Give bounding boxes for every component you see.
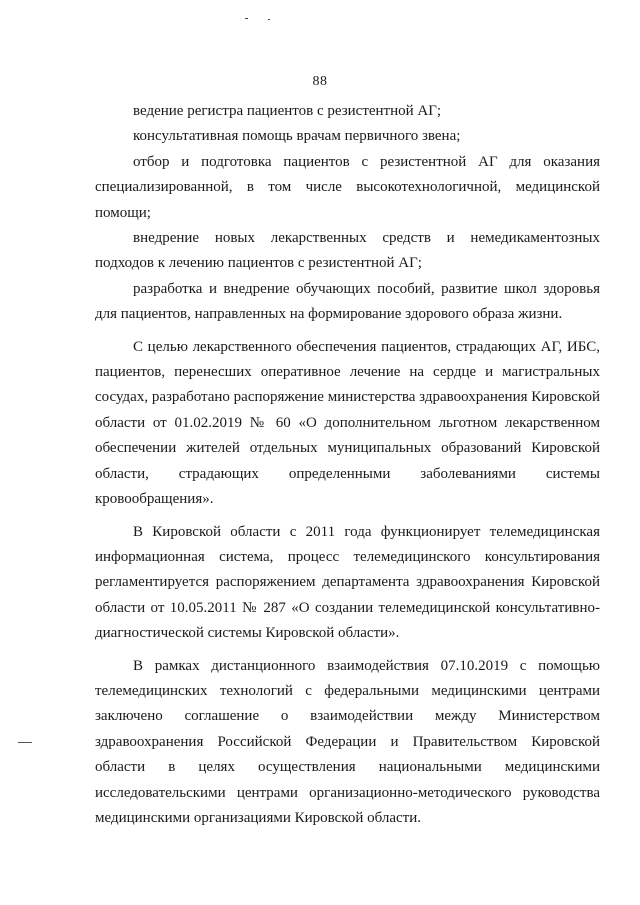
page-number: 88 (312, 74, 328, 89)
paragraph-training: разработка и внедрение обучающих пособий, развитие школ здоровья для пациентов, направленных на формирование здорового образа жизни. (95, 280, 600, 323)
scan-mark (245, 18, 248, 19)
document-body (95, 99, 600, 831)
paragraph-remote-cooperation: В рамках дистанционного взаимодействия 07.10.2019 с помощью телемедицинских технологий с федеральными медицинскими центрами заключено соглашение о взаимодействии между Министерством здравоохранения Российской Федерации и Правительством Кировской области в целях осуществления национальными медицинскими исследовательскими центрами организационно-методического руководства медицинскими организациями Кировской области. (95, 657, 600, 826)
paragraph-new-drugs: внедрение новых лекарственных средств и немедикаментозных подходов к лечению пациентов с резистентной АГ; (95, 230, 600, 272)
scan-mark (268, 19, 270, 20)
paragraph-registry: ведение регистра пациентов с резистентной АГ; (133, 103, 442, 119)
scan-mark (18, 742, 32, 743)
paragraph-patient-selection: отбор и подготовка пациентов с резистентной АГ для оказания специализированной, в том числе высокотехнологичной, медицинской помощи; (95, 153, 600, 221)
paragraph-drug-provision: С целью лекарственного обеспечения пациентов, страдающих АГ, ИБС, пациентов, перенесших оперативное лечение на сердце и магистральных сосудах, разработано распоряжение министерства здравоохранения Кировской области от 01.02.2019 № 60 «О дополнительном льготном лекарственном обеспечении жителей отдельных муниципальных образований Кировской области, страдающих определенными заболеваниями системы кровообращения». (95, 338, 600, 508)
paragraph-consultation: консультативная помощь врачам первичного звена; (133, 128, 461, 145)
paragraph-telemedicine-system: В Кировской области с 2011 года функционирует телемедицинская информационная система, процесс телемедицинского консультирования регламентируется распоряжением департамента здравоохранения Кировской области от 10.05.2011 № 287 «О создании телемедицинской консультативно-диагностической системы Кировской области». (95, 523, 600, 642)
